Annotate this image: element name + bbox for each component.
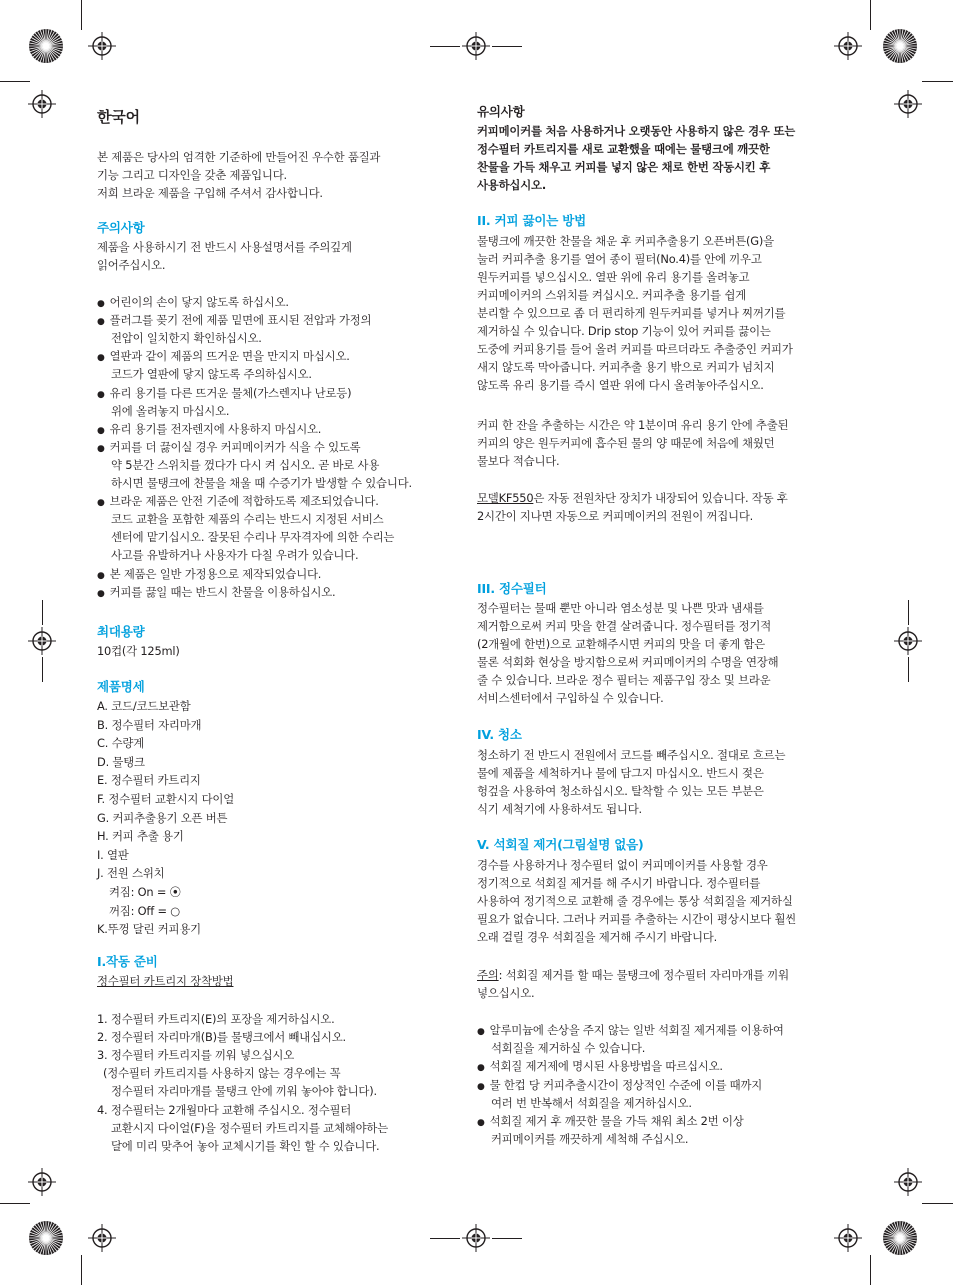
registration-crosshair-icon: [88, 32, 116, 60]
brew-title: II. 커피 끓이는 방법: [477, 213, 587, 228]
crop-line: [492, 46, 522, 47]
list-item-text: 본 제품은 일반 가정용으로 제작되었습니다.: [109, 566, 322, 581]
text-line: 서비스센터에서 구입하실 수 있습니다.: [477, 691, 664, 705]
clean-title: IV. 청소: [477, 727, 522, 742]
spec-title: 제품명세: [97, 679, 145, 694]
text-line: 저희 브라운 제품을 구입해 주셔서 감사합니다.: [97, 186, 323, 200]
list-item-text: 석회질 제거제에 명시된 사용방법을 따르십시오.: [489, 1059, 723, 1074]
bullet-icon: ●: [477, 1118, 485, 1128]
list-item-text: 하시면 물탱크에 찬물을 채울 때 수증기가 발생할 수 있습니다.: [111, 476, 412, 490]
bullet-icon: ●: [97, 425, 105, 436]
registration-crosshair-icon: [894, 90, 922, 118]
crop-line: [81, 0, 82, 30]
text-line: 커피메이커를 처음 사용하거나 오랫동안 사용하지 않은 경우 또는: [477, 124, 796, 138]
list-item-text: 약 5분간 스위치를 껐다가 다시 켜 십시오. 곧 바로 사용: [111, 457, 380, 472]
text-line: 제거함으로써 커피 맛을 한결 살려줍니다. 정수필터를 정기적: [477, 619, 772, 633]
text-line: 경수를 사용하거나 정수필터 없이 커피메이커를 사용할 경우: [477, 858, 768, 872]
text-line: C. 수량계: [97, 736, 145, 751]
list-item-text: 플러그를 꽂기 전에 제품 밑면에 표시된 전압과 가정의: [109, 313, 372, 328]
list-item: [491, 1130, 688, 1148]
text-line: 정수필터는 물때 뿐만 아니라 염소성분 및 나쁜 맛과 냄새를: [477, 601, 764, 615]
registration-crosshair-icon: [28, 1168, 56, 1196]
registration-crosshair-icon: [28, 90, 56, 118]
crop-line: [0, 81, 30, 82]
note-title: 유의사항: [477, 104, 525, 119]
text-line: J. 전원 스위치: [97, 866, 165, 881]
text-line: 식기 세척기에 사용하셔도 됩니다.: [477, 802, 642, 816]
list-item: [477, 1076, 762, 1096]
crop-line: [430, 46, 460, 47]
text-line: I. 열판: [97, 847, 129, 862]
caution-title: 주의사항: [97, 220, 145, 235]
registration-crosshair-icon: [834, 1224, 862, 1252]
text-line: 사용하십시오.: [477, 178, 546, 192]
registration-starburst-icon: [882, 1220, 918, 1256]
list-item-text: 위에 올려놓지 마십시오.: [111, 403, 230, 418]
registration-starburst-icon: [28, 28, 64, 64]
text-line: D. 물탱크: [97, 754, 145, 769]
crop-line: [42, 657, 43, 682]
list-item-text: 커피를 끓일 때는 반드시 찬물을 이용하십시오.: [109, 584, 336, 599]
text-line: E. 정수필터 카트리지: [97, 773, 201, 788]
text-line: 꺼짐: Off = ○: [109, 903, 180, 918]
list-item: [477, 1057, 723, 1077]
text-line: 필요가 없습니다. 그러나 커피를 추출하는 시간이 평상시보다 훨씬: [477, 912, 797, 926]
model-label: 모델KF550: [477, 491, 534, 505]
list-item: [491, 1094, 692, 1112]
text-line: 정수필터 카트리지를 새로 교환했을 때에는 물탱크에 깨끗한: [477, 142, 770, 156]
crop-line: [81, 1255, 82, 1285]
list-item: [111, 474, 412, 492]
text-line: 3. 정수필터 카트리지를 끼워 넣으십시오: [97, 1048, 295, 1063]
text-line: 1. 정수필터 카트리지(E)의 포장을 제거하십시오.: [97, 1012, 335, 1026]
registration-crosshair-icon: [894, 1168, 922, 1196]
text-line: 청소하기 전 반드시 전원에서 코드를 빼주십시오. 절대로 흐르는: [477, 748, 786, 762]
crop-line: [908, 600, 909, 625]
text-line: 물에 제품을 세척하거나 물에 담그지 마십시오. 반드시 젖은: [477, 766, 764, 780]
text-line: 사용하여 정기적으로 교환해 줄 경우에는 통상 석회질을 제거하실: [477, 894, 793, 908]
capacity-value: 10컵(각 125ml): [97, 644, 180, 658]
crop-line: [0, 1203, 30, 1204]
text-line: B. 정수필터 자리마개: [97, 717, 202, 732]
text-line: 오래 걸릴 경우 석회질을 제거해 주시기 바랍니다.: [477, 930, 718, 944]
descale-note-1: 넣으십시오.: [477, 986, 535, 1000]
text-line: H. 커피 추출 용기: [97, 829, 184, 844]
text-line: F. 정수필터 교환시지 다이얼: [97, 792, 235, 806]
language-title: 한국어: [97, 108, 140, 126]
registration-crosshair-icon: [462, 32, 490, 60]
bullet-icon: ●: [97, 317, 105, 328]
text-line: (정수필터 카트리지를 사용하지 않는 경우에는 꼭: [103, 1066, 341, 1081]
list-item: [111, 510, 383, 528]
list-item-text: 코드 교환을 포함한 제품의 수리는 반드시 지정된 서비스: [111, 512, 384, 527]
descale-title: V. 석회질 제거(그림설명 없음): [477, 837, 644, 852]
list-item-text: 어린이의 손이 닿지 않도록 하십시오.: [109, 295, 289, 309]
list-item-text: 여러 번 반복해서 석회질을 제거하십시오.: [491, 1095, 692, 1110]
text-line: 커피의 양은 원두커피에 흡수된 물의 양 때문에 처음에 채웠던: [477, 436, 775, 450]
registration-crosshair-icon: [834, 32, 862, 60]
descale-note-label: 주의: [477, 968, 499, 982]
model-text-0: 은 자동 전원차단 장치가 내장되어 있습니다. 작동 후: [533, 491, 788, 505]
list-item-text: 물 한컵 당 커피추출시간이 정상적인 수준에 이를 때까지: [489, 1077, 763, 1092]
registration-starburst-icon: [28, 1220, 64, 1256]
text-line: K.뚜껑 달린 커피용기: [97, 922, 201, 937]
list-item: [97, 384, 351, 404]
text-line: G. 커피추출용기 오픈 버튼: [97, 810, 228, 825]
bullet-icon: ●: [97, 299, 105, 309]
text-line: 찬물을 가득 채우고 커피를 넣지 않은 채로 한번 작동시킨 후: [477, 160, 771, 174]
text-line: 제거하실 수 있습니다. Drip stop 기능이 있어 커피를 끓이는: [477, 324, 771, 338]
list-item: [97, 492, 379, 512]
text-line: 정수필터 자리마개를 물탱크 안에 끼워 놓아야 합니다).: [111, 1084, 377, 1099]
text-line: 물론 석회화 현상을 방지함으로써 커피메이커의 수명을 연장해: [477, 655, 779, 669]
list-item-text: 유리 용기를 전자렌지에 사용하지 마십시오.: [109, 421, 322, 436]
list-item: [111, 402, 229, 420]
list-item-text: 코드가 열판에 닿지 않도록 주의하십시오.: [111, 367, 312, 382]
bullet-icon: ●: [97, 443, 105, 454]
list-item-text: 전압이 일치한지 확인하십시오.: [111, 331, 262, 346]
text-line: 읽어주십시오.: [97, 258, 166, 272]
capacity-title: 최대용량: [97, 624, 145, 639]
bullet-icon: ●: [97, 570, 105, 581]
text-line: 물탱크에 깨끗한 찬물을 채운 후 커피추출용기 오픈버튼(G)을: [477, 234, 774, 248]
bullet-icon: ●: [477, 1027, 485, 1037]
registration-crosshair-icon: [28, 627, 56, 655]
registration-starburst-icon: [882, 28, 918, 64]
text-line: 커피메이커의 스위치를 켜십시오. 커피추출 용기를 쉽게: [477, 288, 747, 302]
bullet-icon: ●: [477, 1063, 485, 1074]
registration-crosshair-icon: [462, 1224, 490, 1252]
list-item-text: 브라운 제품은 안전 기준에 적합하도록 제조되었습니다.: [109, 494, 379, 509]
model-text-1: 2시간이 지나면 자동으로 커피메이커의 전원이 꺼집니다.: [477, 509, 754, 523]
text-line: 분리할 수 있으므로 좀 더 편리하게 원두커피를 넣거나 찌꺼기를: [477, 306, 786, 320]
bullet-icon: ●: [97, 588, 105, 599]
text-line: 교환시지 다이얼(F)을 정수필터 카트리지를 교체해야하는: [111, 1120, 389, 1135]
list-item-text: 열판과 같이 제품의 뜨거운 면을 만지지 마십시오.: [109, 349, 350, 364]
list-item: [477, 1112, 744, 1132]
list-item-text: 유리 용기를 다른 뜨거운 물체(가스렌지나 난로등): [109, 385, 352, 400]
text-line: 헝겊을 사용하여 청소하십시오. 탈착할 수 있는 모든 부분은: [477, 784, 764, 798]
list-item: [111, 456, 379, 474]
list-item: [111, 546, 358, 564]
list-item-text: 알루미늄에 손상을 주지 않는 일반 석회질 제거제를 이용하여: [489, 1023, 784, 1037]
descale-note-line: [477, 966, 789, 984]
list-item: [97, 565, 321, 585]
list-item: [477, 1021, 784, 1041]
text-line: 2. 정수필터 자리마개(B)를 물탱크에서 빼내십시오.: [97, 1030, 346, 1045]
text-line: 4. 정수필터는 2개월마다 교환해 주십시오. 정수필터: [97, 1102, 352, 1117]
text-line: 새지 않도록 막아줍니다. 커피추출 용기 밖으로 커피가 넘치지: [477, 360, 775, 374]
list-item-text: 석회질 제거 후 깨끗한 물을 가득 채워 최소 2번 이상: [489, 1114, 744, 1128]
registration-crosshair-icon: [894, 627, 922, 655]
list-item: [97, 583, 335, 603]
filter-title: III. 정수필터: [477, 581, 547, 596]
list-item-text: 사고를 유발하거나 사용자가 다칠 우려가 있습니다.: [111, 548, 359, 563]
text-line: 원두커피를 넣으십시오. 열판 위에 유리 용기를 올려놓고: [477, 270, 750, 284]
model-line: [477, 489, 788, 507]
text-line: 줄 수 있습니다. 브라운 정수 필터는 제품구입 장소 및 브라운: [477, 673, 771, 687]
crop-line: [42, 600, 43, 625]
list-item-text: 커피메이커를 깨끗하게 세척해 주십시오.: [491, 1132, 689, 1147]
registration-crosshair-icon: [88, 1224, 116, 1252]
text-line: 물보다 적습니다.: [477, 454, 560, 468]
list-item-text: 커피를 더 끓이실 경우 커피메이커가 식을 수 있도록: [109, 439, 361, 454]
list-item: [111, 329, 262, 347]
crop-line: [870, 1255, 871, 1285]
crop-line: [870, 0, 871, 30]
list-item: [97, 438, 360, 458]
list-item: [491, 1039, 645, 1057]
text-line: (2개월에 한번)으로 교환해주시면 커피의 맛을 더 좋게 함은: [477, 637, 765, 651]
text-line: 켜짐: On = ⦿: [109, 885, 181, 899]
list-item: [97, 347, 350, 367]
bullet-icon: ●: [97, 389, 105, 400]
prep-subtitle: 정수필터 카트리지 장착방법: [97, 974, 234, 988]
list-item-text: 센터에 맡기십시오. 잘못된 수리나 무자격자에 의한 수리는: [111, 530, 395, 545]
crop-line: [922, 1203, 953, 1204]
text-line: 본 제품은 당사의 엄격한 기준하에 만들어진 우수한 품질과: [97, 150, 381, 164]
text-line: 않도록 유리 용기를 즉시 열판 위에 다시 올려놓아주십시오.: [477, 378, 764, 392]
descale-note-0: : 석회질 제거를 할 때는 물탱크에 정수필터 자리마개를 끼워: [498, 968, 789, 982]
crop-line: [908, 657, 909, 682]
text-line: 정기적으로 석회질 제거를 해 주시기 바랍니다. 정수필터를: [477, 876, 761, 890]
bullet-icon: ●: [477, 1081, 485, 1092]
prep-title: I.작동 준비: [97, 954, 158, 969]
crop-line: [430, 1238, 460, 1239]
text-line: 제품을 사용하시기 전 반드시 사용설명서를 주의깊게: [97, 240, 352, 254]
text-line: 커피 한 잔을 추출하는 시간은 약 1분이며 유리 용기 안에 추출된: [477, 418, 789, 432]
bullet-icon: ●: [97, 353, 105, 364]
text-line: 기능 그리고 디자인을 갖춘 제품입니다.: [97, 168, 287, 182]
list-item: [111, 365, 312, 383]
crop-line: [922, 81, 953, 82]
text-line: 달에 미리 맞추어 놓아 교체시기를 확인 할 수 있습니다.: [111, 1138, 380, 1153]
bullet-icon: ●: [97, 498, 105, 509]
text-line: A. 코드/코드보관함: [97, 699, 191, 713]
list-item-text: 석회질을 제거하실 수 있습니다.: [491, 1041, 646, 1056]
text-line: 눌러 커피추출 용기를 열어 종이 필터(No.4)를 안에 끼우고: [477, 252, 762, 266]
list-item: [97, 293, 289, 313]
list-item: [97, 311, 371, 331]
crop-line: [492, 1238, 522, 1239]
list-item: [97, 420, 321, 440]
list-item: [111, 528, 394, 546]
text-line: 도중에 커피용기를 들어 올려 커피를 따르더라도 추출중인 커피가: [477, 342, 793, 356]
